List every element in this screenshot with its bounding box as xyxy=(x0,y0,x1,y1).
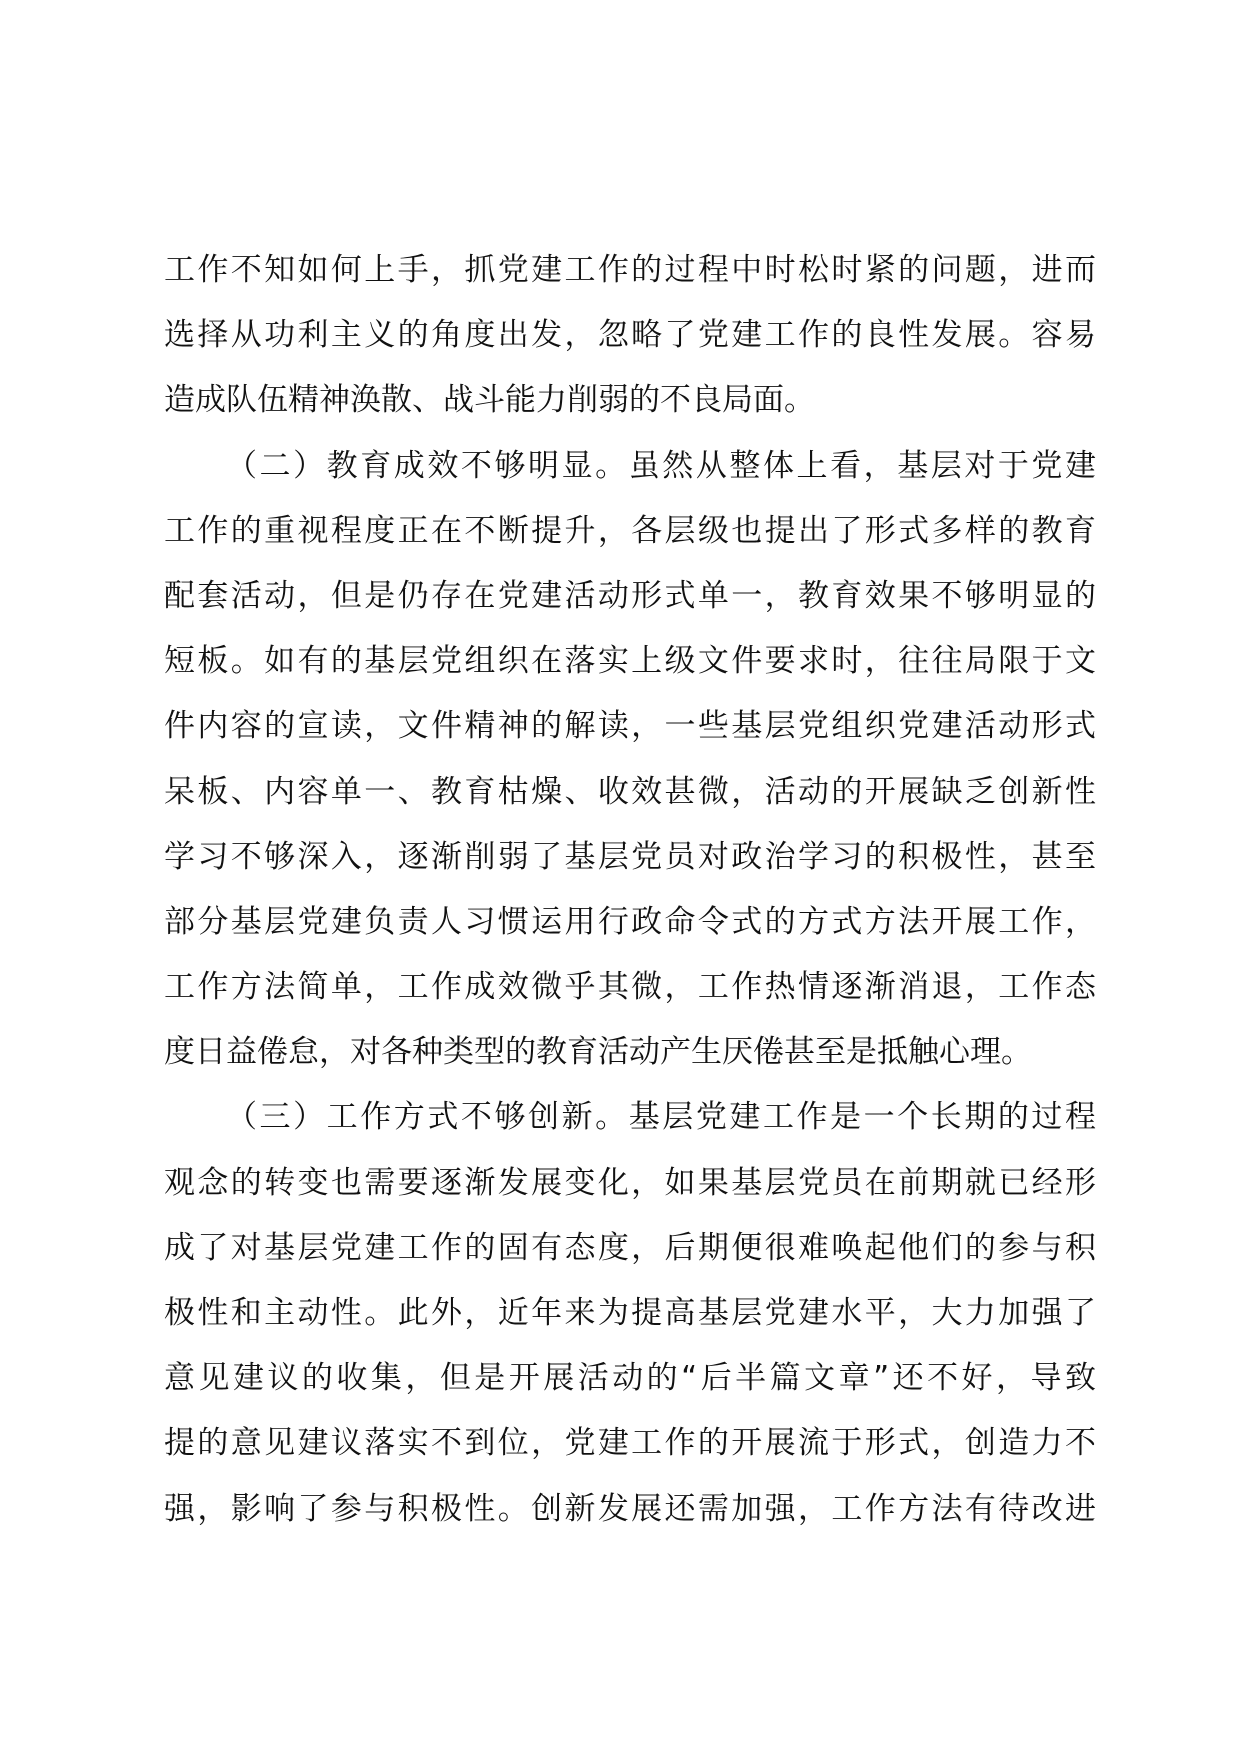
text-line: 短板。如有的基层党组织在落实上级文件要求时，往往局限于文 xyxy=(164,643,1096,680)
text-line: （二）教育成效不够明显。虽然从整体上看，基层对于党建 xyxy=(226,447,1096,484)
paragraph-section-3 xyxy=(164,1085,1096,1541)
text-line: 观念的转变也需要逐渐发展变化，如果基层党员在前期就已经形 xyxy=(164,1164,1096,1201)
text-line: 配套活动，但是仍存在党建活动形式单一，教育效果不够明显的 xyxy=(164,577,1096,614)
text-line: 件内容的宣读，文件精神的解读，一些基层党组织党建活动形式 xyxy=(164,708,1096,745)
text-line: 造成队伍精神涣散、战斗能力削弱的不良局面。 xyxy=(164,382,815,419)
text-line: 意见建议的收集，但是开展活动的“后半篇文章”还不好，导致 xyxy=(164,1360,1096,1397)
paragraph-continued xyxy=(164,238,1096,434)
text-line: 强，影响了参与积极性。创新发展还需加强，工作方法有待改进 xyxy=(164,1490,1096,1527)
text-line: 工作不知如何上手，抓党建工作的过程中时松时紧的问题，进而 xyxy=(164,252,1096,288)
text-line: （三）工作方式不够创新。基层党建工作是一个长期的过程 xyxy=(226,1099,1096,1136)
body-text xyxy=(164,238,1096,1542)
text-line: 成了对基层党建工作的固有态度，后期便很难唤起他们的参与积 xyxy=(164,1229,1096,1266)
text-line: 工作方法简单，工作成效微乎其微，工作热情逐渐消退，工作态 xyxy=(164,969,1096,1006)
text-line: 提的意见建议落实不到位，党建工作的开展流于形式，创造力不 xyxy=(164,1425,1096,1462)
text-line: 选择从功利主义的角度出发，忽略了党建工作的良性发展。容易 xyxy=(164,317,1096,354)
text-line: 极性和主动性。此外，近年来为提高基层党建水平，大力加强了 xyxy=(164,1295,1096,1331)
text-line: 工作的重视程度正在不断提升，各层级也提出了形式多样的教育 xyxy=(164,512,1096,549)
paragraph-section-2 xyxy=(164,434,1096,1086)
text-line: 呆板、内容单一、教育枯燥、收效甚微，活动的开展缺乏创新性 xyxy=(164,773,1096,810)
text-line: 学习不够深入，逐渐削弱了基层党员对政治学习的积极性，甚至 xyxy=(164,838,1096,875)
text-line: 度日益倦怠，对各种类型的教育活动产生厌倦甚至是抵触心理。 xyxy=(164,1034,1032,1071)
text-line: 部分基层党建负责人习惯运用行政命令式的方式方法开展工作， xyxy=(164,903,1096,940)
